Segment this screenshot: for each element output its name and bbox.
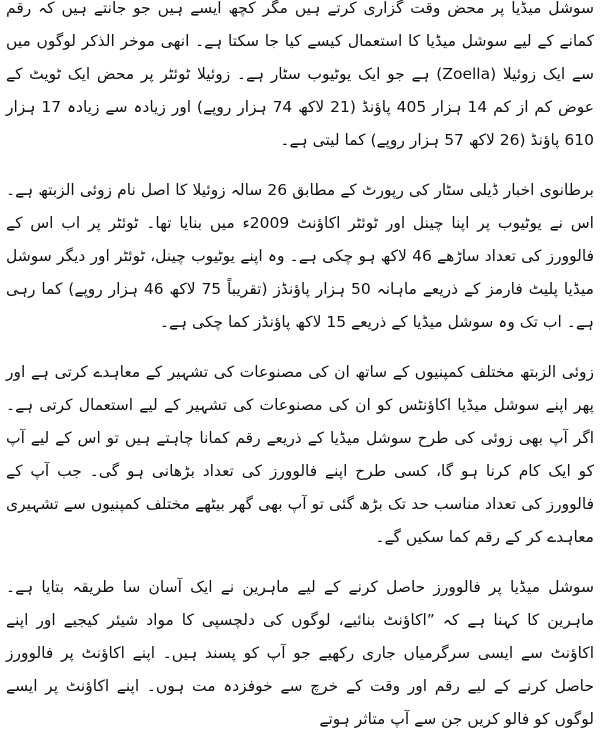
article-body — [6, 0, 594, 753]
article-paragraph: زوئی الزبتھ مختلف کمپنیوں کے ساتھ ان کی مصنوعات کی تشہیر کے معاہدے کرتی ہے اور پھر اپنے سوشل میڈیا اکاؤنٹس کو ان کی مصنوعات کی تشہیر کے لیے استعمال کرتی ہے۔ اگر آپ بھی زوئی کی طرح سوشل میڈیا کے ذریعے رقم کمانا چاہتے ہیں تو اس کے لیے آپ کو ایک کام کرنا ہو گا، کسی طرح اپنے فالوورز کی تعداد بڑھانی ہو گی۔ جب آپ کے فالوورز کی تعداد مناسب حد تک بڑھ گئی تو آپ بھی گھر بیٹھے مختلف کمپنیوں سے تشہیری معاہدے کر کے رقم کما سکیں گے۔ — [6, 363, 594, 546]
article-paragraph: سوشل میڈیا پر فالوورز حاصل کرنے کے لیے ماہرین نے ایک آسان سا طریقہ بتایا ہے۔ ماہرین کا کہنا ہے کہ ”اکاؤنٹ بنائیے، لوگوں کی دلچسپی کا مواد شیئر کیجیے اور اپنے اکاؤنٹ سے ایسی سرگرمیاں جاری رکھیے جو آپ کو پسند ہیں۔ اپنے اکاؤنٹ پر فالوورز حاصل کرنے کے لیے رقم اور وقت کے خرچ سے خوفزدہ مت ہوں۔ اپنے اکاؤنٹ پر ایسے لوگوں کو فالو کریں جن سے آپ متاثر ہوتے — [6, 578, 594, 728]
article-paragraph: سوشل میڈیا پر محض وقت گزاری کرتے ہیں مگر کچھ ایسے ہیں جو جانتے ہیں کہ رقم کمانے کے لیے سوشل میڈیا کا استعمال کیسے کیا جا سکتا ہے۔ انھی موخر الذکر لوگوں میں سے ایک زوئیلا (Zoella) ہے جو ایک یوٹیوب سٹار ہے۔ زوئیلا ٹوئٹر پر محض ایک ٹویٹ کے عوض کم از کم 14 ہزار 405 پاؤنڈ (21 لاکھ 74 ہزار روپے) اور زیادہ سے زیادہ 17 ہزار 610 پاؤنڈ (26 لاکھ 57 ہزار روپے) کما لیتی ہے۔ — [6, 0, 595, 149]
article-paragraph: برطانوی اخبار ڈیلی سٹار کی رپورٹ کے مطابق 26 سالہ زوئیلا کا اصل نام زوئی الزبتھ ہے۔ اس نے یوٹیوب پر اپنا چینل اور ٹوئٹر اکاؤنٹ 2009ء میں بنایا تھا۔ ٹوئٹر پر اب اس کے فالوورز کی تعداد ساڑھے 46 لاکھ ہو چکی ہے۔ وہ اپنے یوٹیوب چینل، ٹوئٹر اور دیگر سوشل میڈیا پلیٹ فارمز کے ذریعے ماہانہ 50 ہزار پاؤنڈز (تقریباً 75 لاکھ 46 ہزار روپے) کما رہی ہے۔ اب تک وہ سوشل میڈیا کے ذریعے 15 لاکھ پاؤنڈز کما چکی ہے۔ — [6, 181, 594, 331]
